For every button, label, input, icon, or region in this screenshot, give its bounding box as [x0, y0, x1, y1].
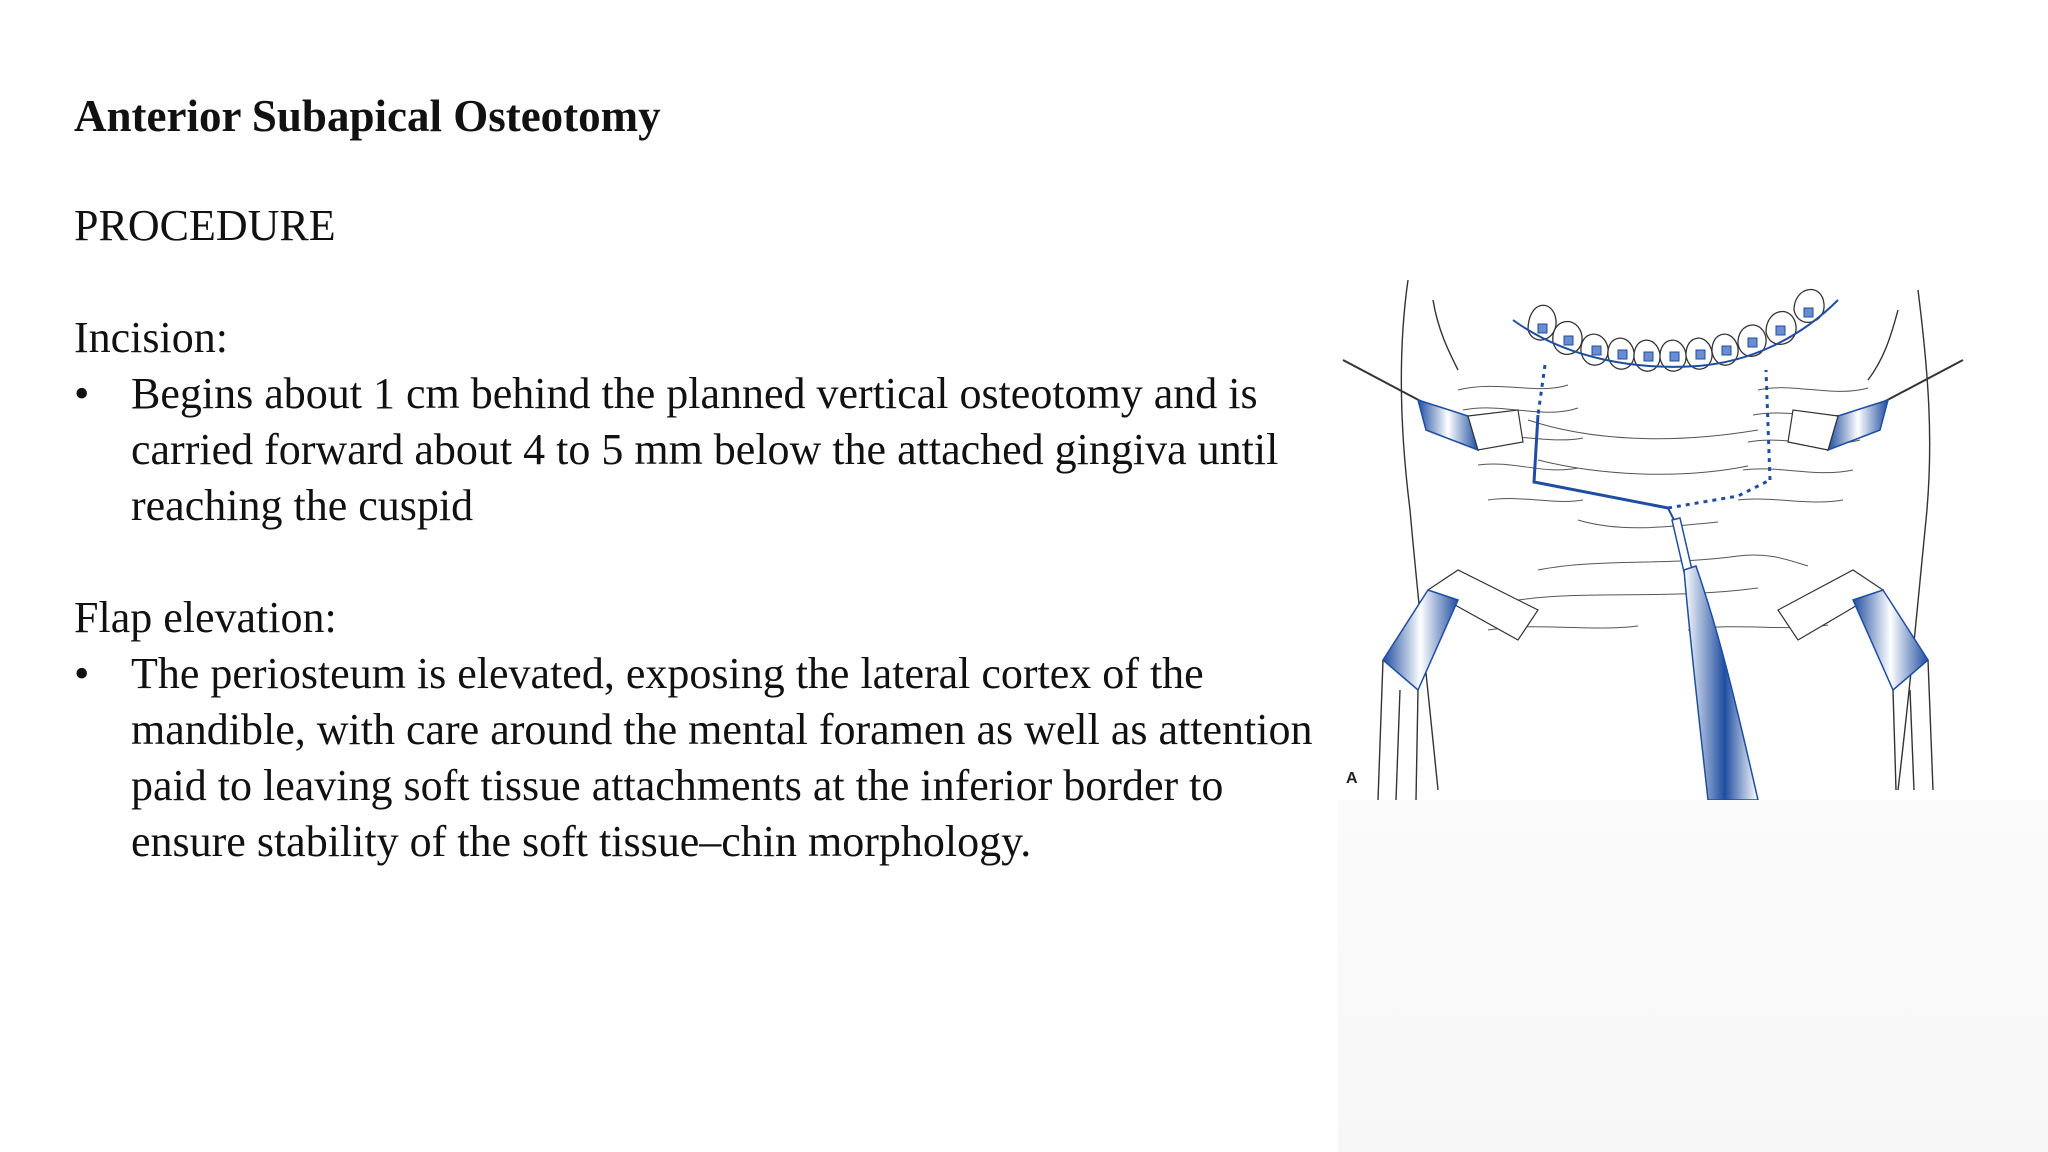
- incision-bullet-text: Begins about 1 cm behind the planned vertical osteotomy and is carried forward about 4 to 5 mm below the attached gingiva until reaching the cuspid: [131, 369, 1279, 530]
- list-item: [74, 646, 1314, 870]
- bullet-icon: •: [74, 649, 90, 698]
- flap-elevation-bullet-text: The periosteum is elevated, exposing the lateral cortex of the mandible, with care around the mental foramen as well as attention paid to leaving soft tissue attachments at the inferior border to ensure stability of the soft tissue–chin morphology.: [131, 649, 1313, 866]
- osteotomy-line: [1534, 365, 1770, 508]
- incision-heading: Incision:: [74, 313, 228, 362]
- flap-elevation-bullet-list: [74, 646, 1314, 870]
- incision-bullet-list: [74, 366, 1314, 534]
- section-heading-procedure: PROCEDURE: [74, 201, 336, 250]
- figure-background-panel: [1338, 800, 2048, 1152]
- slide-title: Anterior Subapical Osteotomy: [74, 91, 661, 141]
- flap-elevation-heading: Flap elevation:: [74, 593, 337, 642]
- bullet-icon: •: [74, 369, 90, 418]
- retractor-lower-left: [1378, 570, 1538, 800]
- surgical-illustration: [1338, 270, 1968, 800]
- slide-text-column: [74, 86, 1314, 926]
- list-item: [74, 366, 1314, 534]
- figure-label: A: [1346, 770, 1358, 787]
- retractor-upper-left: [1343, 360, 1523, 450]
- retractor-upper-right: [1788, 360, 1963, 450]
- surgical-pen-icon: [1668, 508, 1758, 800]
